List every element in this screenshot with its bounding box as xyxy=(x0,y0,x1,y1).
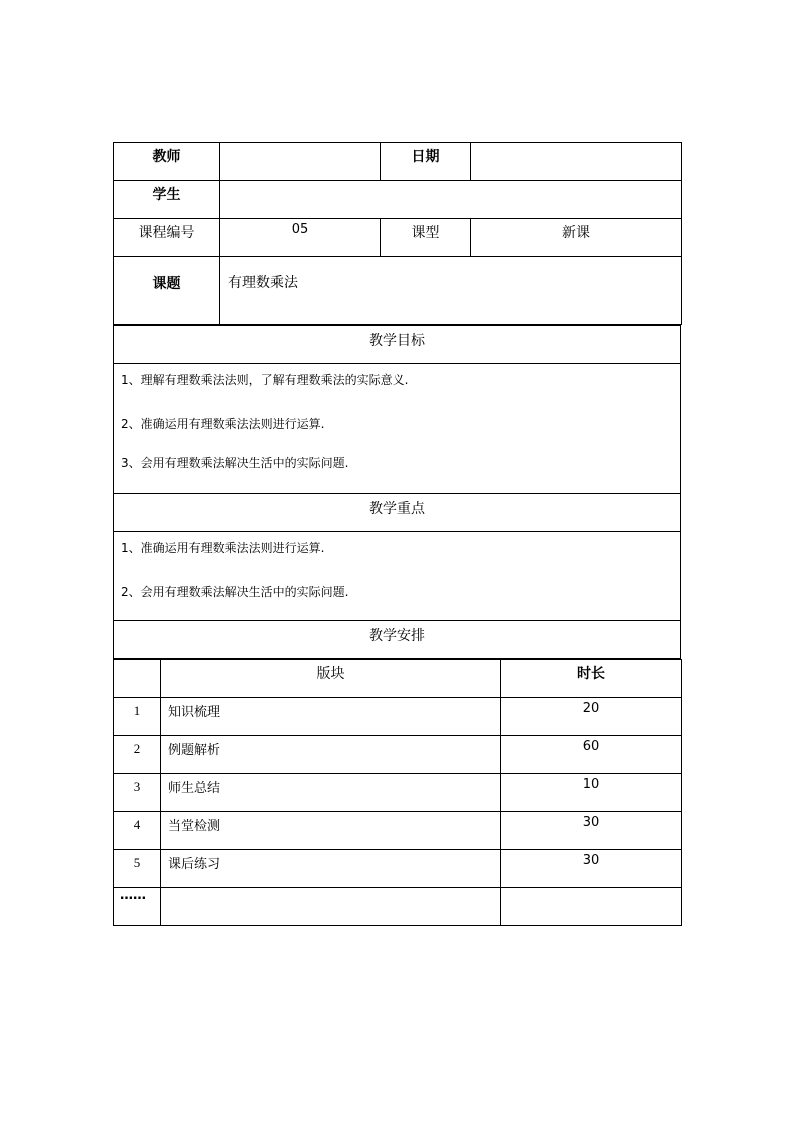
lesson-plan xyxy=(113,142,681,926)
key-point-item: 2、会用有理数乘法解决生活中的实际问题. xyxy=(121,585,349,599)
row-number: 1 xyxy=(114,698,161,736)
topic-label: 课题 xyxy=(114,257,220,325)
ellipsis-cell: …… xyxy=(114,888,161,926)
schedule-header-no xyxy=(114,660,161,698)
objectives-list xyxy=(114,364,681,494)
table-row xyxy=(114,698,682,736)
table-row xyxy=(114,736,682,774)
schedule-header-block: 版块 xyxy=(161,660,501,698)
objective-item: 1、理解有理数乘法法则，了解有理数乘法的实际意义. xyxy=(121,373,409,387)
row-block-empty xyxy=(161,888,501,926)
row-duration: 30 xyxy=(501,812,682,850)
table-row xyxy=(114,812,682,850)
lesson-type-value: 新课 xyxy=(471,219,682,257)
teacher-label: 教师 xyxy=(114,143,220,181)
row-duration: 20 xyxy=(501,698,682,736)
goals-table xyxy=(113,325,681,659)
row-number: 3 xyxy=(114,774,161,812)
row-block: 知识梳理 xyxy=(161,698,501,736)
row-number: 4 xyxy=(114,812,161,850)
student-label: 学生 xyxy=(114,181,220,219)
row-block: 当堂检测 xyxy=(161,812,501,850)
row-duration-empty xyxy=(501,888,682,926)
objective-item: 2、准确运用有理数乘法法则进行运算. xyxy=(121,417,325,431)
row-block: 师生总结 xyxy=(161,774,501,812)
objective-item: 3、会用有理数乘法解决生活中的实际问题. xyxy=(121,456,349,470)
course-number-label: 课程编号 xyxy=(114,219,220,257)
date-value[interactable] xyxy=(471,143,682,181)
row-duration: 30 xyxy=(501,850,682,888)
schedule-title: 教学安排 xyxy=(114,621,681,659)
key-points-list xyxy=(114,532,681,621)
schedule-header-duration: 时长 xyxy=(501,660,682,698)
topic-value: 有理数乘法 xyxy=(220,257,682,325)
key-points-title: 教学重点 xyxy=(114,494,681,532)
schedule-table xyxy=(113,659,682,926)
header-table xyxy=(113,142,682,325)
row-block: 课后练习 xyxy=(161,850,501,888)
course-number-value: 05 xyxy=(220,219,381,257)
row-block: 例题解析 xyxy=(161,736,501,774)
row-number: 5 xyxy=(114,850,161,888)
key-point-item: 1、准确运用有理数乘法法则进行运算. xyxy=(121,541,325,555)
date-label: 日期 xyxy=(381,143,471,181)
row-duration: 10 xyxy=(501,774,682,812)
table-row xyxy=(114,850,682,888)
lesson-type-label: 课型 xyxy=(381,219,471,257)
table-row xyxy=(114,774,682,812)
row-number: 2 xyxy=(114,736,161,774)
table-row xyxy=(114,888,682,926)
objectives-title: 教学目标 xyxy=(114,326,681,364)
student-value[interactable] xyxy=(220,181,682,219)
row-duration: 60 xyxy=(501,736,682,774)
teacher-value[interactable] xyxy=(220,143,381,181)
